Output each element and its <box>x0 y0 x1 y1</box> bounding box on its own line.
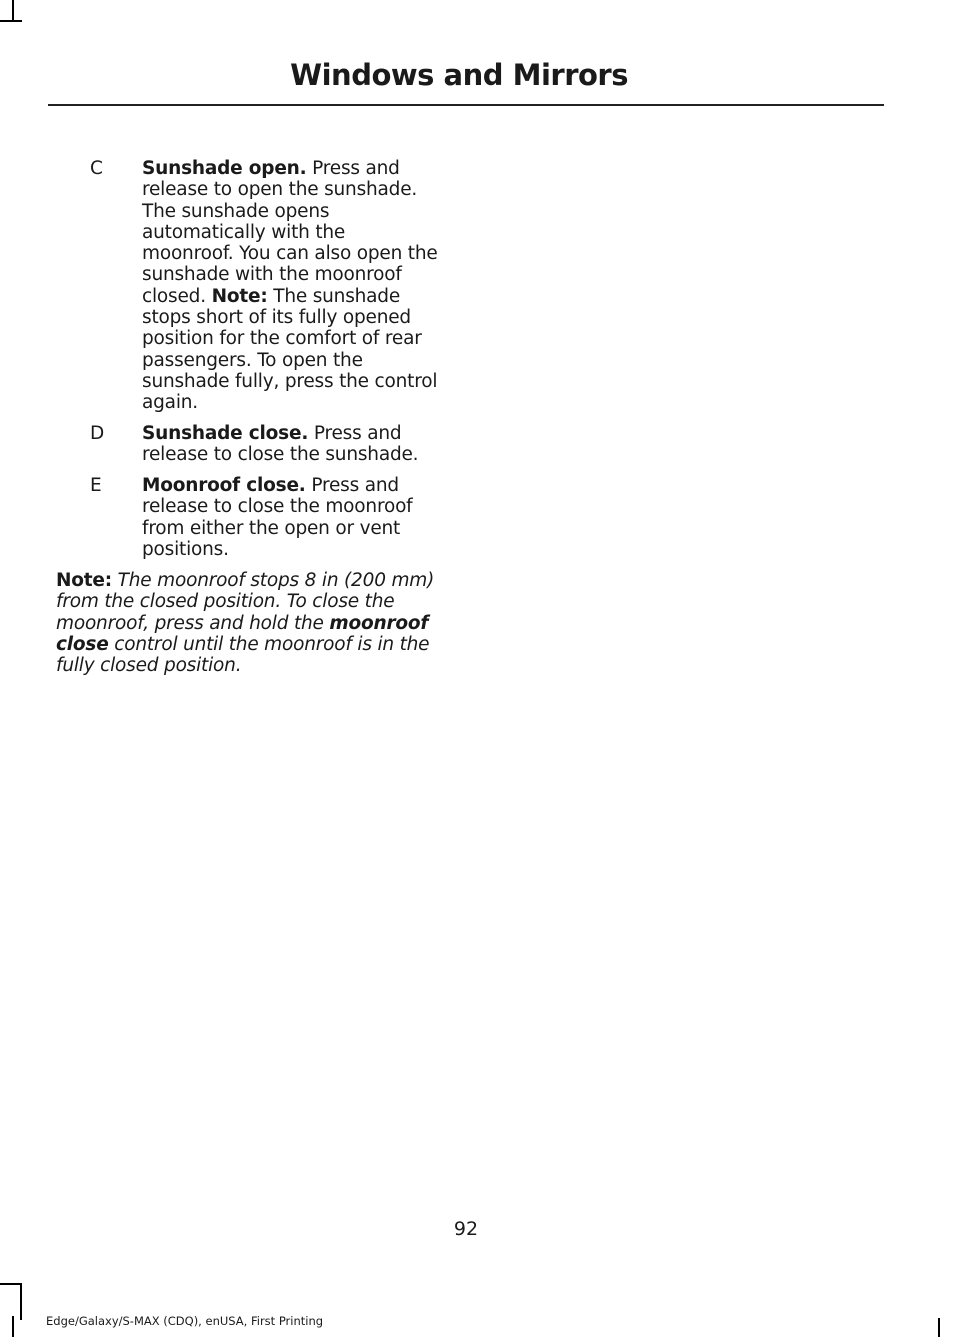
item-title: Sunshade close. <box>142 423 309 444</box>
crop-mark-top-left-v <box>12 0 14 22</box>
note-emphasis: moonroof close <box>56 612 429 655</box>
crop-mark-bottom-left-v <box>12 1316 14 1337</box>
note-text-part: The moonroof stops 8 in (200 mm) from the closed position. To close the moonroof, press and hold the <box>56 570 435 634</box>
item-description <box>142 475 442 560</box>
item-text-part: Press and release to close the sunshade. <box>142 423 419 466</box>
note-text-part: control until the moonroof is in the fully closed position. <box>56 633 430 677</box>
footer-printing-info: Edge/Galaxy/S-MAX (CDQ), enUSA, First Printing <box>46 1314 324 1328</box>
item-text-part: The sunshade stops short of its fully opened position for the comfort of rear passengers. To open the sunshade fully, press the control again. <box>142 285 438 414</box>
item-title: Moonroof close. <box>142 475 306 496</box>
header-rule <box>48 104 884 106</box>
crop-mark-bottom-left-v2 <box>20 1283 22 1320</box>
note-label: Note: <box>56 570 112 591</box>
crop-mark-bottom-left-h <box>0 1283 22 1285</box>
page-number: 92 <box>453 1218 479 1240</box>
item-text-part: Press and release to open the sunshade. The sunshade opens automatically with the moonroof. You can also open the sunshade with the moonroof closed. <box>142 158 438 307</box>
page-section-title: Windows and Mirrors <box>290 58 628 92</box>
item-letter: C <box>90 158 103 179</box>
crop-mark-bottom-right-v <box>938 1318 940 1337</box>
item-description <box>142 158 442 414</box>
item-note-label: Note: <box>211 285 268 307</box>
item-letter: E <box>90 475 102 496</box>
item-description <box>142 423 442 466</box>
item-letter: D <box>90 423 105 444</box>
item-title: Sunshade open. <box>142 158 307 179</box>
crop-mark-top-left-h <box>0 20 22 22</box>
item-text-part: Press and release to close the moonroof from either the open or vent positions. <box>142 475 413 560</box>
note-paragraph <box>56 570 450 676</box>
